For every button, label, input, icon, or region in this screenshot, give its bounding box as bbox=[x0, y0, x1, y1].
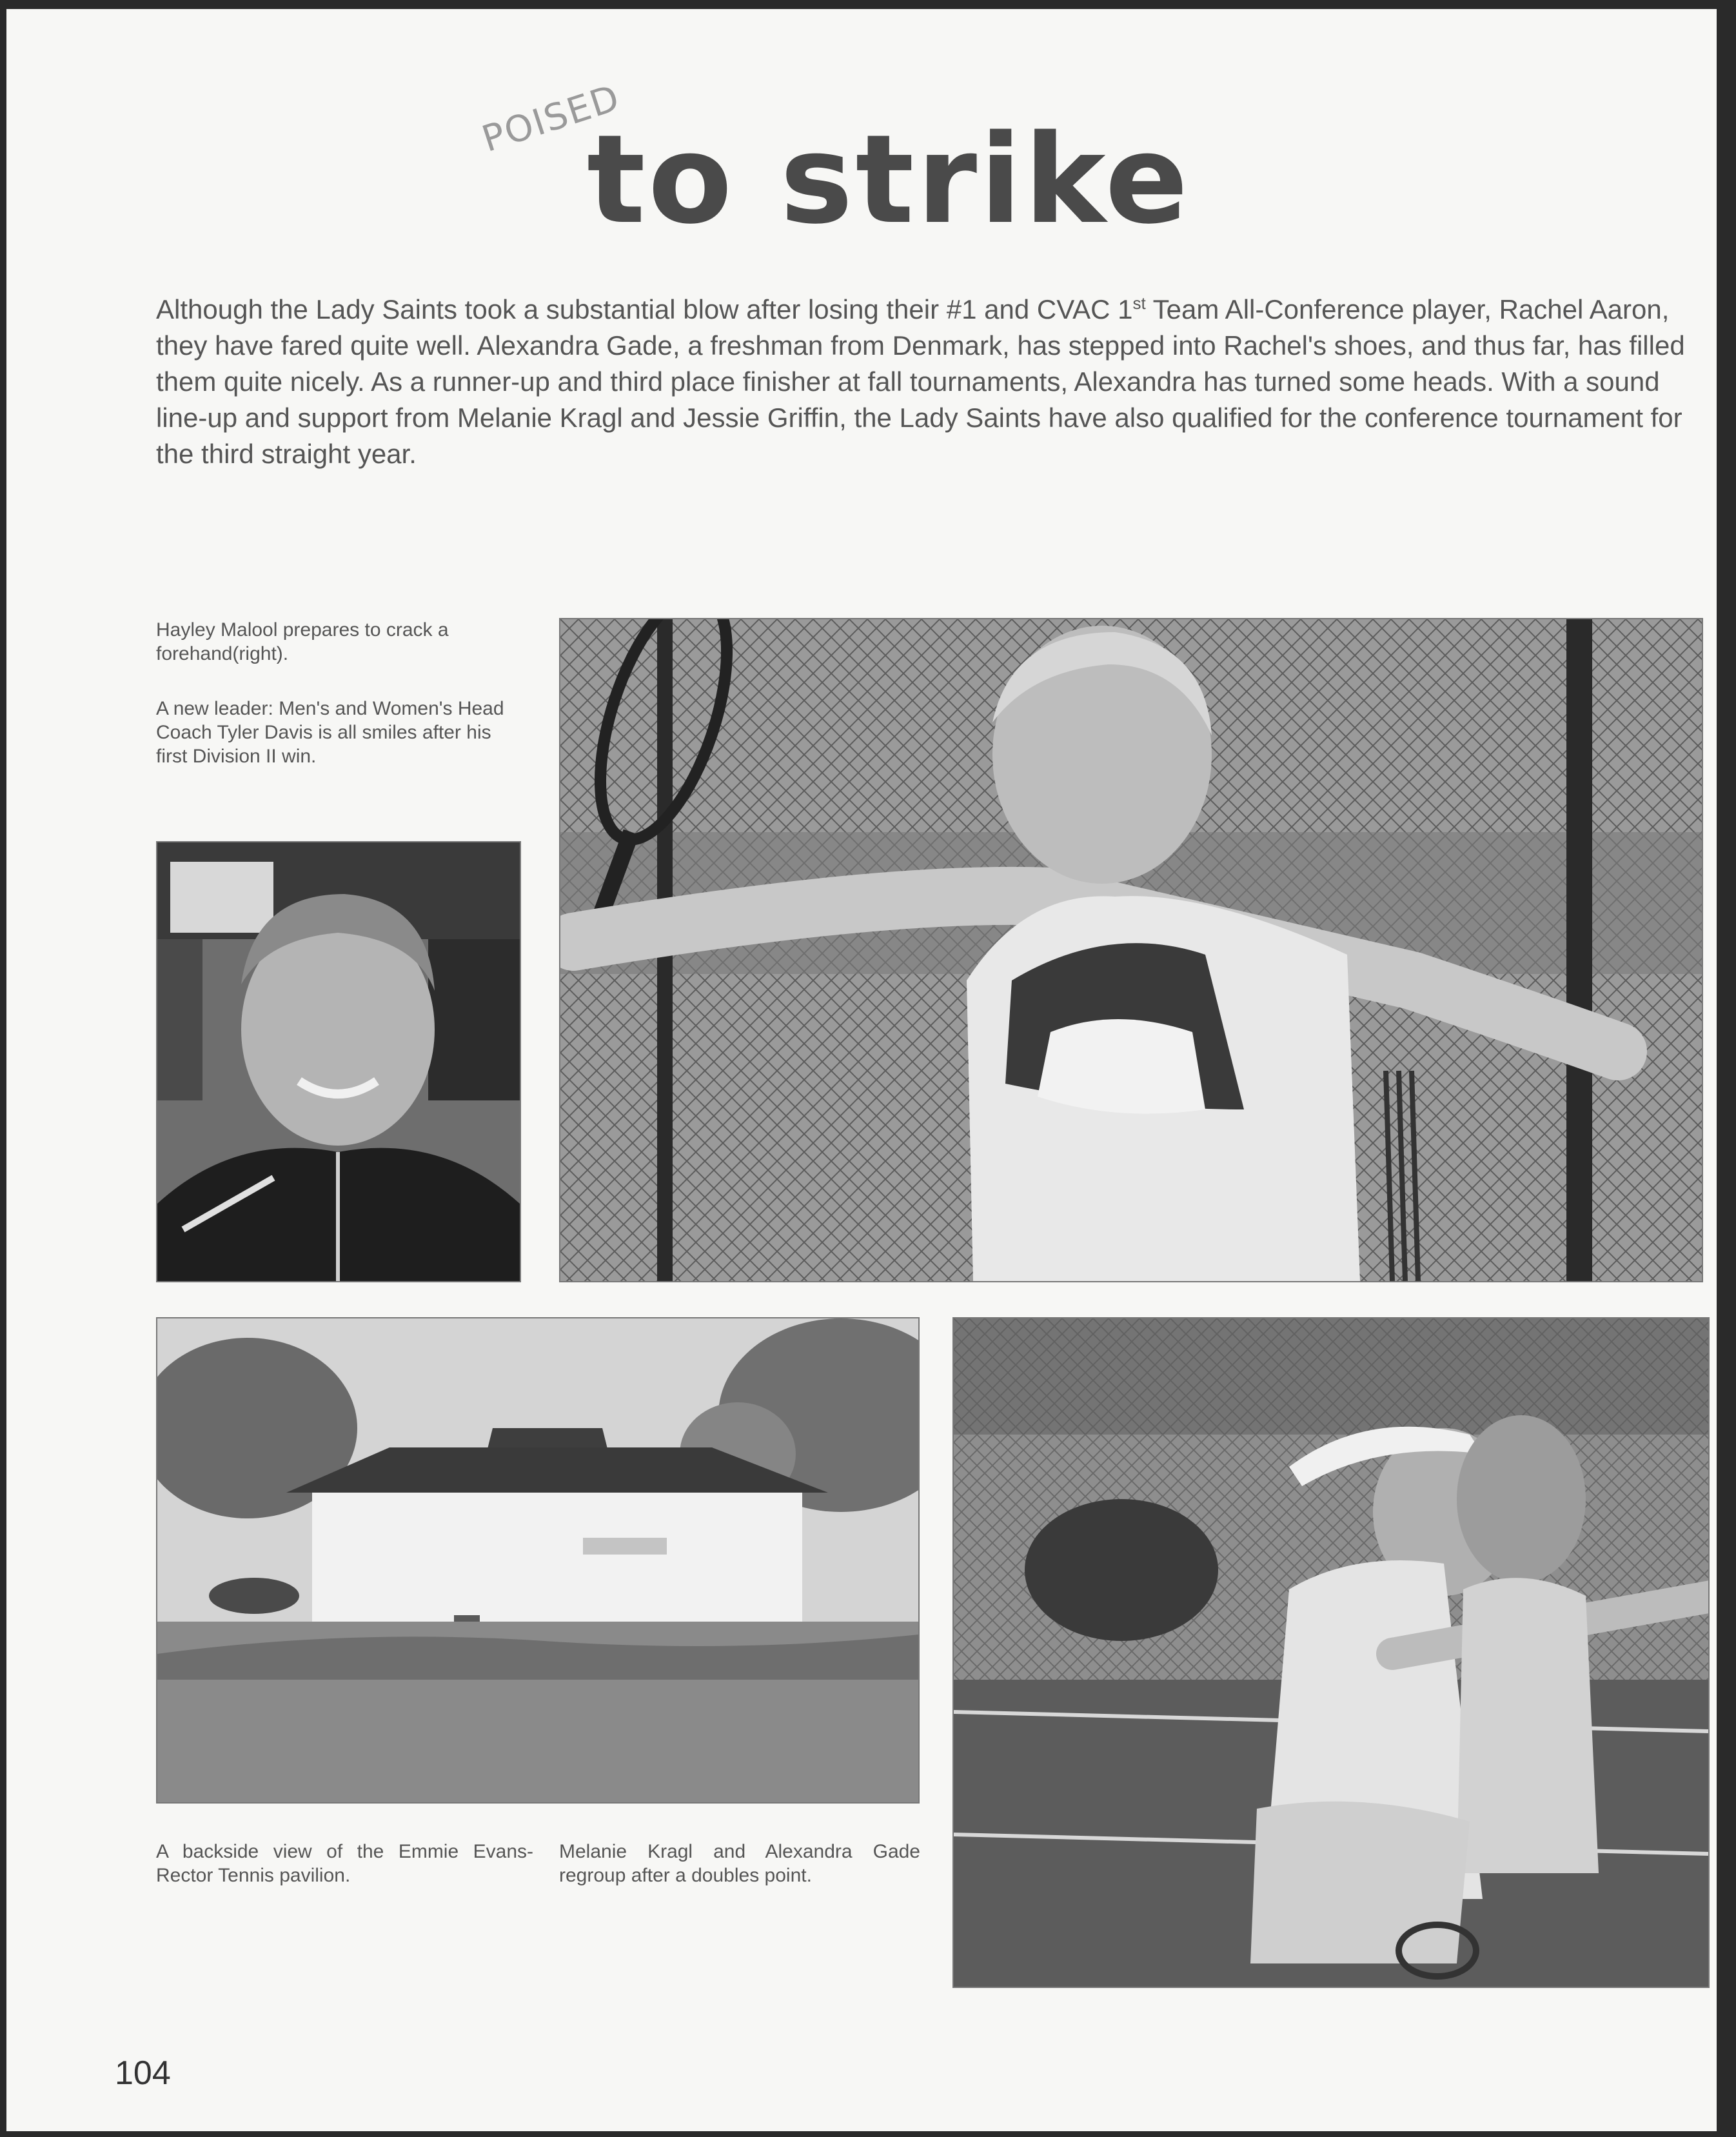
caption-hayley: Hayley Malool prepares to crack a forehand(right). bbox=[156, 619, 449, 664]
heading-kicker: POISED bbox=[477, 77, 626, 161]
intro-text-1: Although the Lady Saints took a substantial blow after losing their #1 and CVAC 1 bbox=[156, 294, 1133, 324]
caption-pavilion: A backside view of the Emmie Evans-Rector Tennis pavilion. bbox=[156, 1841, 533, 1886]
page-number: 104 bbox=[115, 2054, 171, 2092]
pavilion-photo bbox=[156, 1317, 920, 1804]
intro-superscript: st bbox=[1132, 293, 1146, 313]
coach-photo bbox=[156, 841, 521, 1282]
doubles-photo bbox=[952, 1317, 1710, 1988]
intro-text-2: Team All-Conference player, Rachel Aaron, they have fared quite well. Alexandra Gade, a freshman from Denmark, has stepped into Rachel's shoes, and thus far, has filled them quite nicely. As a runner-up and third place finisher at fall tournaments, Alexandra has turned some heads. With a sound line-up and support from Melanie Kragl and Jessie Griffin, the Lady Saints have also qualified for the conference tournament for the third straight year. bbox=[156, 294, 1685, 469]
caption-doubles: Melanie Kragl and Alexandra Gade regroup after a doubles point. bbox=[559, 1841, 920, 1886]
hayley-forehand-photo bbox=[559, 618, 1703, 1282]
intro-paragraph bbox=[156, 285, 1717, 472]
caption-coach: A new leader: Men's and Women's Head Coach Tyler Davis is all smiles after his first Division II win. bbox=[156, 698, 504, 767]
yearbook-page bbox=[6, 9, 1717, 2131]
page-heading bbox=[477, 77, 1199, 254]
heading-title: to strike bbox=[587, 108, 1191, 251]
